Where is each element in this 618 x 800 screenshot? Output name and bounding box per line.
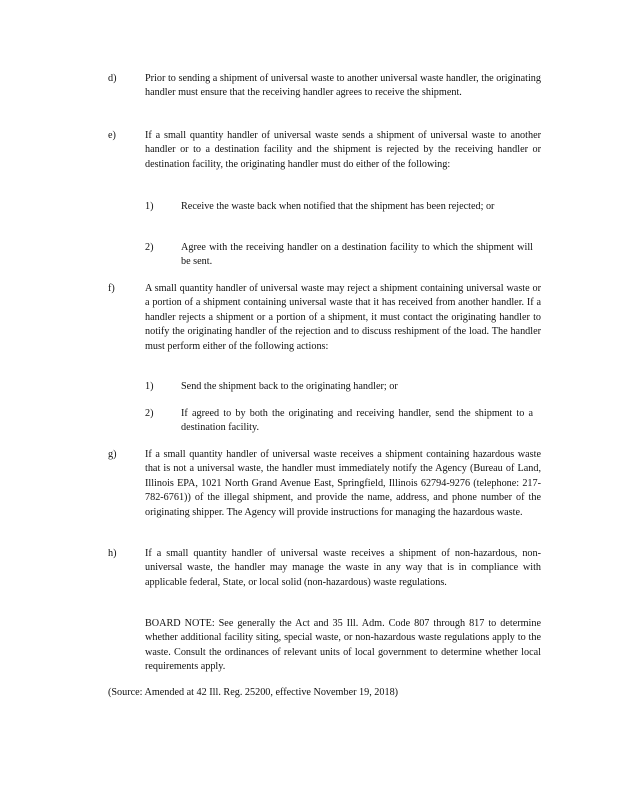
source-note: (Source: Amended at 42 Ill. Reg. 25200, effective November 19, 2018)	[108, 687, 399, 698]
item-text-f: A small quantity handler of universal waste may reject a shipment containing universal waste or a portion of a shipment containing universal waste that it has received from another handler. If a handler rejects a shipment or a portion of a shipment, it must contact the originating handler to notify the originating handler of the rejection and to discuss reshipment of the load. The handler must perform either of the following actions:	[145, 283, 541, 352]
item-label-f: f)	[108, 283, 115, 294]
subitem-label-e1: 1)	[145, 201, 154, 212]
item-text-e: If a small quantity handler of universal waste sends a shipment of universal waste to another handler or to a destination facility and the shipment is rejected by the receiving handler or destination facility, the originating handler must do either of the following:	[145, 130, 541, 170]
subitem-text-f2: If agreed to by both the originating and receiving handler, send the shipment to a destination facility.	[181, 408, 533, 434]
item-text-g: If a small quantity handler of universal waste receives a shipment containing hazardous waste that is not a universal waste, the handler must immediately notify the Agency (Bureau of Land, Illinois EPA, 1021 North Grand Avenue East, Springfield, Illinois 62794-9276 (telephone: 217-782-6761)) of the illegal shipment, and provide the name, address, and phone number of the originating shipper. The Agency will provide instructions for managing the hazardous waste.	[145, 449, 541, 518]
item-label-e: e)	[108, 130, 116, 141]
subitem-text-e1: Receive the waste back when notified that the shipment has been rejected; or	[181, 201, 495, 212]
item-label-h: h)	[108, 548, 117, 559]
subitem-label-e2: 2)	[145, 242, 154, 253]
item-label-d: d)	[108, 73, 117, 84]
subitem-text-e2: Agree with the receiving handler on a destination facility to which the shipment will be sent.	[181, 242, 533, 268]
board-note: BOARD NOTE: See generally the Act and 35 Ill. Adm. Code 807 through 817 to determine whether additional facility siting, special waste, or non-hazardous waste regulations apply to the waste. Consult the ordinances of relevant units of local government to determine whether local requirements apply.	[145, 618, 541, 673]
item-label-g: g)	[108, 449, 117, 460]
subitem-label-f2: 2)	[145, 408, 154, 419]
item-text-d: Prior to sending a shipment of universal waste to another universal waste handler, the originating handler must ensure that the receiving handler agrees to receive the shipment.	[145, 73, 541, 99]
subitem-text-f1: Send the shipment back to the originating handler; or	[181, 381, 398, 392]
subitem-label-f1: 1)	[145, 381, 154, 392]
item-text-h: If a small quantity handler of universal waste receives a shipment of non-hazardous, non-universal waste, the handler may manage the waste in any way that is in compliance with applicable federal, State, or local solid (non-hazardous) waste regulations.	[145, 548, 541, 588]
